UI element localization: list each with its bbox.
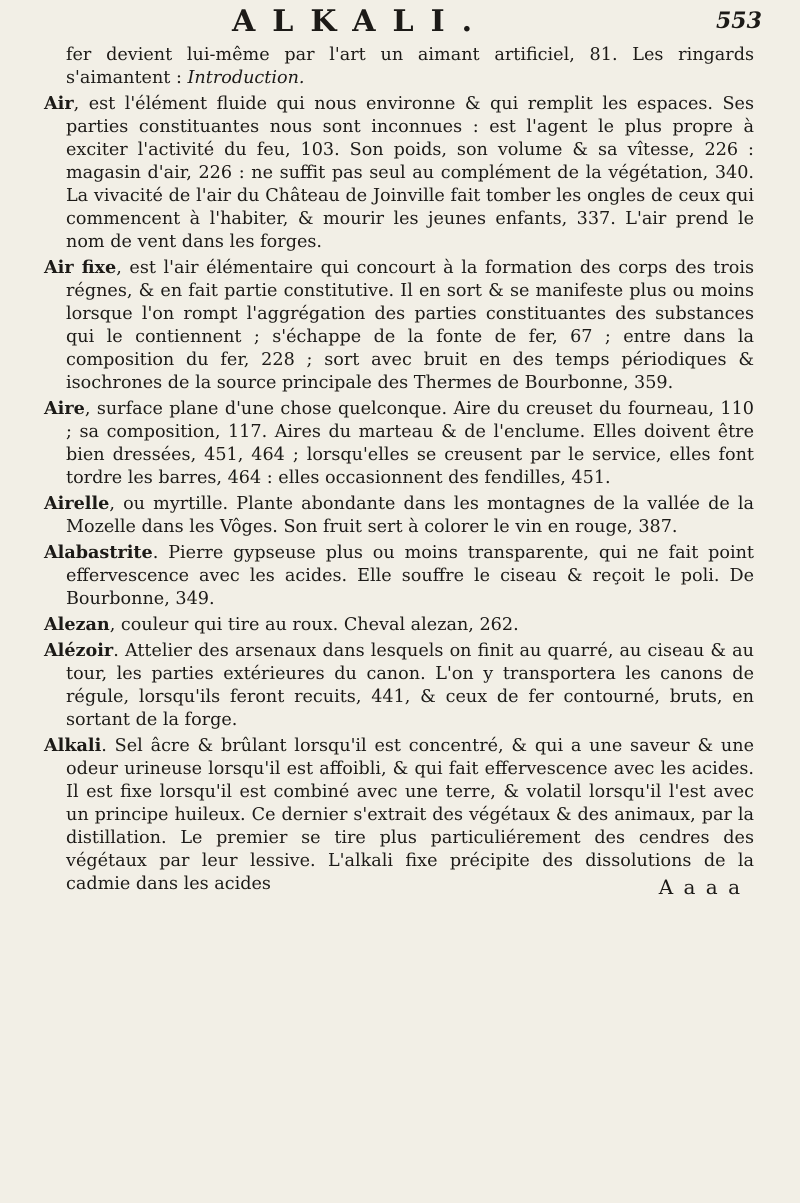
entry-text: . Pierre gypseuse plus ou moins transparente, qui ne fait point effervescence avec les acides. Elle souffre le ciseau & reçoit le poli. De Bourbonne, 349. (66, 543, 754, 609)
entry-text: , est l'élément fluide qui nous environne & qui remplit les espaces. Ses parties constituantes nous sont inconnues : est l'agent le plus propre à exciter l'activité du feu, 103. Son poids, son volume & sa vîtesse, 226 : magasin d'air, 226 : ne suffit pas seul au complément de la végétation, 340. La vivacité de l'air du Château de Joinville fait tomber les ongles de ceux qui commencent à l'habiter, & mourir les jeunes enfants, 337. L'air prend le nom de vent dans les forges. (66, 94, 754, 252)
entry-text: . Sel âcre & brûlant lorsqu'il est concentré, & qui a une saveur & une odeur urineuse lorsqu'il est affoibli, & qui fait effervescence avec les acides. Il est fixe lorsqu'il est combiné avec une terre, & volatil lorsqu'il l'est avec un principe huileux. Ce dernier s'extrait des végétaux & des animaux, par la distillation. Le premier se tire plus particuliérement des cendres des végétaux par leur lessive. L'alkali fixe précipite des dissolutions de la cadmie dans les acides (66, 736, 754, 894)
footer (44, 875, 754, 921)
entry-alabastrite (44, 541, 754, 611)
entry-air (44, 92, 754, 254)
entry-text: , surface plane d'une chose quelconque. Aire du creuset du fourneau, 110 ; sa composition, 117. Aires du marteau & de l'enclume. Elles doivent être bien dressées, 451, 464 ; lorsqu'elles se creusent par le service, elles font tordre les barres, 464 : elles occasionnent des fendilles, 451. (66, 399, 754, 488)
entry-text: , est l'air élémentaire qui concourt à la formation des corps des trois régnes, & en fait partie constitutive. Il en sort & se manifeste plus ou moins lorsque l'on rompt l'aggrégation des parties constituantes des substances qui le contiennent ; s'échappe de la fonte de fer, 67 ; entre dans la composition du fer, 228 ; sort avec bruit en des temps périodiques & isochrones de la source principale des Thermes de Bourbonne, 359. (66, 258, 754, 393)
entry-headword: Alabastrite (44, 542, 153, 563)
running-head: ALKALI. (232, 4, 490, 39)
entry-text: , couleur qui tire au roux. Cheval alezan, 262. (109, 615, 519, 635)
entry-airelle (44, 492, 754, 539)
index-entries (44, 44, 754, 921)
page-header (0, 4, 800, 44)
entry-headword: Alkali (44, 735, 102, 756)
page-number: 553 (716, 8, 762, 34)
entry-alezoir (44, 639, 754, 732)
entry-continued (44, 44, 754, 90)
entry-alkali (44, 734, 754, 896)
entry-alezan (44, 613, 754, 637)
entry-headword: Aire (44, 398, 85, 419)
catchword-signature: A a a a (658, 875, 742, 899)
entry-headword: Alezan (44, 614, 110, 635)
entry-text: . Attelier des arsenaux dans lesquels on finit au quarré, au ciseau & au tour, les parties extérieures du canon. L'on y transportera les canons de régule, lorsqu'ils feront recuits, 441, & ceux de fer contourné, bruts, en sortant de la forge. (66, 641, 754, 730)
entry-headword: Airelle (44, 493, 110, 514)
entry-headword: Air (44, 93, 74, 114)
entry-air-fixe (44, 256, 754, 395)
entry-headword: Air fixe (44, 257, 117, 278)
entry-reference: Introduction. (187, 68, 305, 88)
entry-text: , ou myrtille. Plante abondante dans les montagnes de la vallée de la Mozelle dans les Vôges. Son fruit sert à colorer le vin en rouge, 387. (66, 494, 754, 537)
entry-aire (44, 397, 754, 490)
entry-text: fer devient lui-même par l'art un aimant artificiel, 81. Les ringards s'aimantent : (66, 45, 754, 88)
entry-headword: Alézoir (44, 640, 114, 661)
